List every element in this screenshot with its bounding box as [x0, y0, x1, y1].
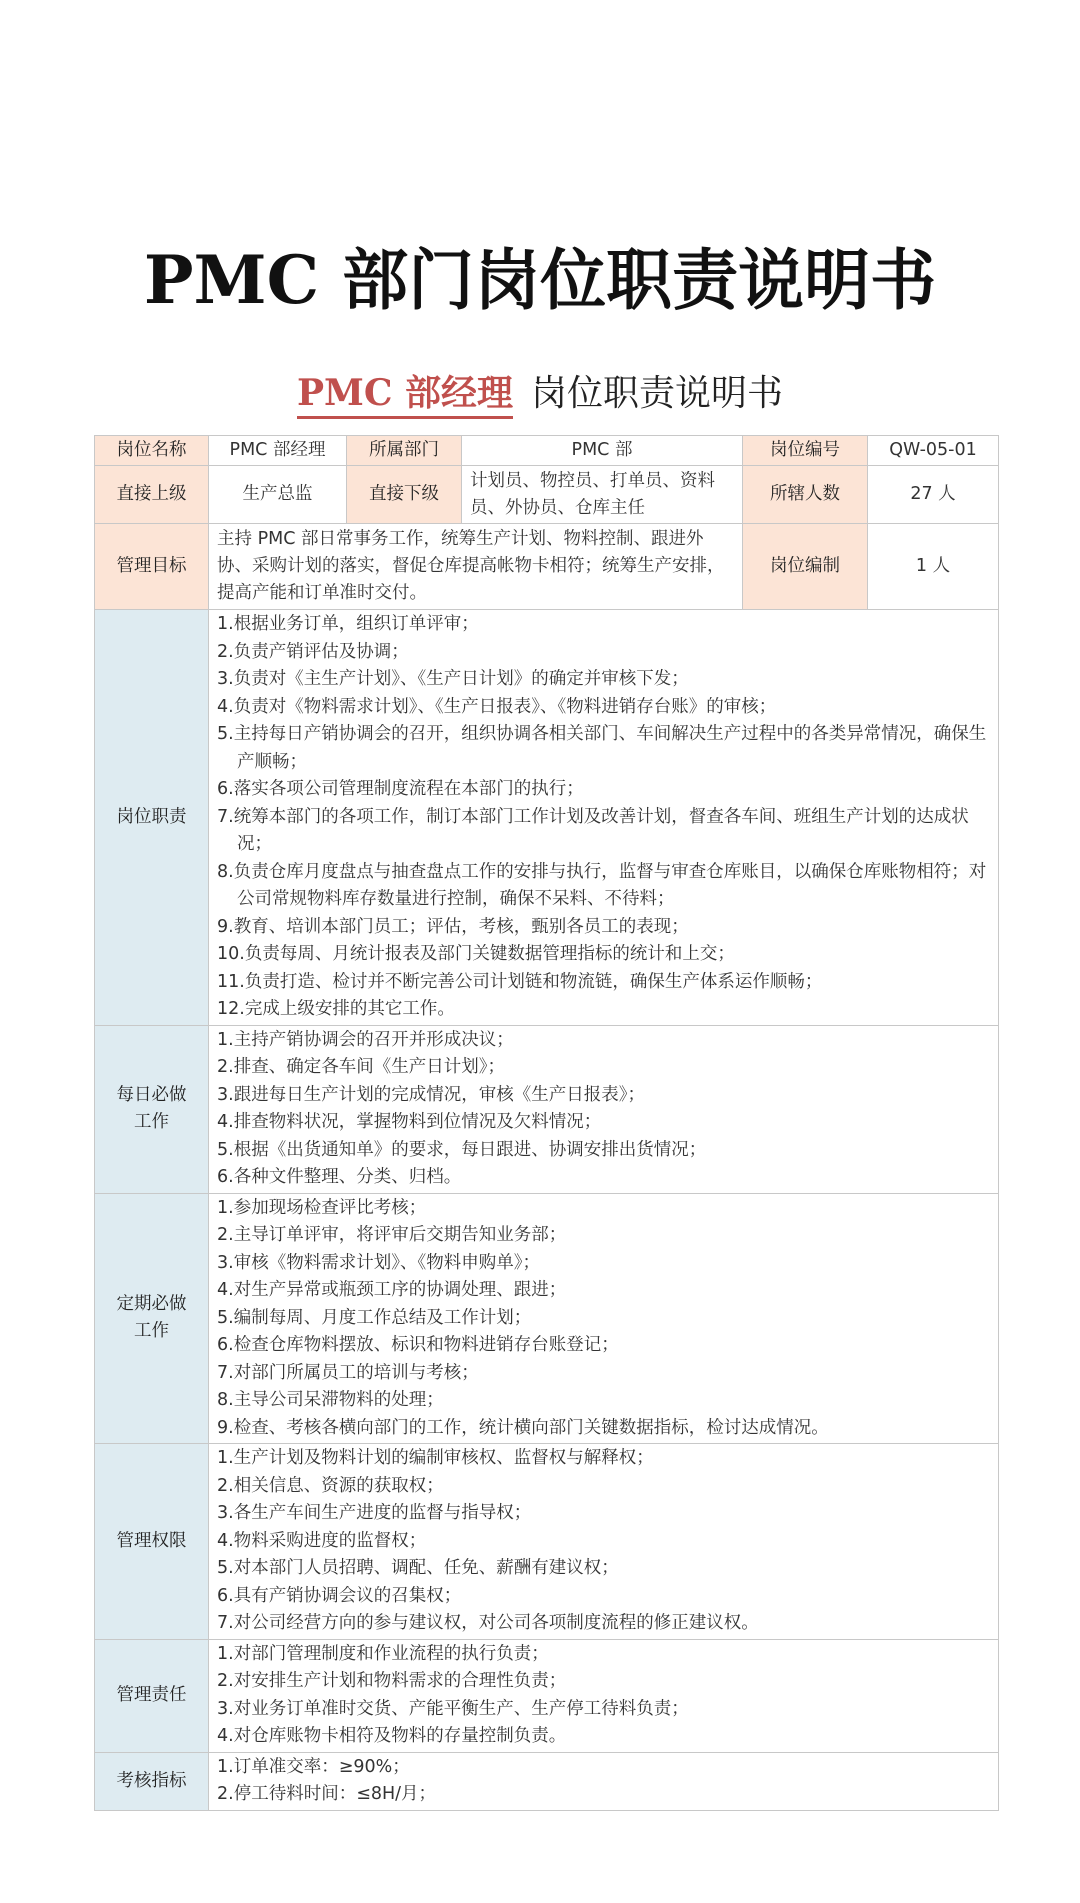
list-item: 3.对业务订单准时交货、产能平衡生产、生产停工待料负责； — [217, 1698, 689, 1719]
list-item: 7.对部门所属员工的培训与考核； — [217, 1362, 479, 1383]
list-item: 5.编制每周、月度工作总结及工作计划； — [217, 1307, 532, 1328]
list-item: 9.检查、考核各横向部门的工作，统计横向部门关键数据指标，检讨达成情况。 — [217, 1417, 829, 1438]
list-item: 2.相关信息、资源的获取权； — [217, 1475, 444, 1496]
list-item: 5.根据《出货通知单》的要求，每日跟进、协调安排出货情况； — [217, 1139, 707, 1160]
section-content — [209, 1025, 999, 1193]
subtitle-rest: 岗位职责说明书 — [531, 373, 784, 414]
subordinate-value: 计划员、物控员、打单员、资料员、外协员、仓库主任 — [462, 466, 743, 524]
goal-value: 主持 PMC 部日常事务工作，统筹生产计划、物料控制、跟进外协、采购计划的落实，督促仓库提高帐物卡相符；统筹生产安排，提高产能和订单准时交付。 — [209, 524, 743, 610]
list-item: 7.对公司经营方向的参与建议权，对公司各项制度流程的修正建议权。 — [217, 1613, 759, 1633]
document-title: PMC 部门岗位职责说明书 — [143, 241, 937, 319]
list-item: 1.生产计划及物料计划的编制审核权、监督权与解释权； — [217, 1448, 654, 1468]
subordinate-label: 直接下级 — [347, 466, 462, 524]
section-label: 管理权限 — [95, 1444, 209, 1640]
list-item: 3.审核《物料需求计划》、《物料申购单》； — [217, 1252, 540, 1273]
list-item: 4.对生产异常或瓶颈工序的协调处理、跟进； — [217, 1280, 567, 1300]
goal-label: 管理目标 — [95, 524, 209, 610]
headcount-value: 27 人 — [868, 466, 999, 524]
list-item: 2.对安排生产计划和物料需求的合理性负责； — [217, 1671, 567, 1691]
list-item: 6.落实各项公司管理制度流程在本部门的执行； — [217, 779, 584, 799]
list-item: 1.根据业务订单，组织订单评审； — [217, 614, 479, 634]
list-item: 10.负责每周、月统计报表及部门关键数据管理指标的统计和上交； — [217, 944, 735, 964]
list-item: 9.教育、培训本部门员工；评估，考核，甄别各员工的表现； — [217, 916, 689, 937]
list-item: 3.各生产车间生产进度的监督与指导权； — [217, 1503, 532, 1523]
list-item: 4.负责对《物料需求计划》、《生产日报表》、《物料进销存台账》的审核； — [217, 696, 777, 717]
section-row-daily-tasks — [95, 1025, 999, 1193]
list-item: 4.对仓库账物卡相符及物料的存量控制负责。 — [217, 1726, 567, 1746]
section-content — [209, 1639, 999, 1752]
position-name-label: 岗位名称 — [95, 436, 209, 466]
list-item: 1.主持产销协调会的召开并形成决议； — [217, 1029, 514, 1050]
section-label: 岗位职责 — [95, 610, 209, 1026]
superior-label: 直接上级 — [95, 466, 209, 524]
table-row — [95, 466, 999, 524]
list-item: 3.负责对《主生产计划》、《生产日计划》的确定并审核下发； — [217, 669, 689, 689]
list-item: 3.跟进每日生产计划的完成情况，审核《生产日报表》； — [217, 1084, 645, 1105]
section-label: 管理责任 — [95, 1639, 209, 1752]
section-label: 每日必做工作 — [95, 1025, 209, 1193]
section-row-kpi — [95, 1752, 999, 1810]
section-content — [209, 1193, 999, 1444]
job-description-table — [94, 435, 999, 1811]
list-item: 6.各种文件整理、分类、归档。 — [217, 1167, 462, 1187]
document-subtitle — [0, 368, 1080, 419]
department-label: 所属部门 — [347, 436, 462, 466]
section-row-responsibility — [95, 1639, 999, 1752]
table-row — [95, 524, 999, 610]
list-item: 4.物料采购进度的监督权； — [217, 1530, 427, 1551]
list-item: 1.对部门管理制度和作业流程的执行负责； — [217, 1643, 549, 1664]
list-item: 2.主导订单评审，将评审后交期告知业务部； — [217, 1225, 567, 1245]
list-item: 8.主导公司呆滞物料的处理； — [217, 1390, 444, 1410]
section-row-periodic-tasks — [95, 1193, 999, 1444]
headcount-label: 所辖人数 — [743, 466, 868, 524]
list-item: 2.停工待料时间：≤8H/月； — [217, 1784, 437, 1804]
section-label: 考核指标 — [95, 1752, 209, 1810]
list-item: 5.对本部门人员招聘、调配、任免、薪酬有建议权； — [217, 1558, 619, 1578]
subtitle-position: PMC 部经理 — [297, 372, 513, 419]
list-item: 4.排查物料状况，掌握物料到位情况及欠料情况； — [217, 1112, 602, 1132]
sections-body — [95, 610, 999, 1811]
list-item: 11.负责打造、检讨并不断完善公司计划链和物流链，确保生产体系运作顺畅； — [217, 971, 823, 992]
position-code-label: 岗位编号 — [743, 436, 868, 466]
list-item: 6.检查仓库物料摆放、标识和物料进销存台账登记； — [217, 1335, 619, 1355]
list-item: 8.负责仓库月度盘点与抽查盘点工作的安排与执行，监督与审查仓库账目，以确保仓库账物相符；对公司常规物料库存数量进行控制，确保不呆料、不待料； — [217, 861, 987, 909]
section-content — [209, 610, 999, 1026]
table-row — [95, 436, 999, 466]
staffing-value: 1 人 — [868, 524, 999, 610]
list-item: 6.具有产销协调会议的召集权； — [217, 1585, 462, 1606]
superior-value: 生产总监 — [209, 466, 347, 524]
position-code-value: QW-05-01 — [868, 436, 999, 466]
list-item: 2.负责产销评估及协调； — [217, 641, 409, 662]
section-content — [209, 1752, 999, 1810]
list-item: 7.统筹本部门的各项工作，制订本部门工作计划及改善计划，督查各车间、班组生产计划的达成状况； — [217, 806, 969, 854]
position-name-value: PMC 部经理 — [209, 436, 347, 466]
section-row-authority — [95, 1444, 999, 1640]
list-item: 2.排查、确定各车间《生产日计划》； — [217, 1057, 505, 1077]
department-value: PMC 部 — [462, 436, 743, 466]
section-content — [209, 1444, 999, 1640]
list-item: 12.完成上级安排的其它工作。 — [217, 999, 455, 1019]
section-label: 定期必做工作 — [95, 1193, 209, 1444]
list-item: 1.参加现场检查评比考核； — [217, 1197, 427, 1218]
section-row-duties — [95, 610, 999, 1026]
list-item: 1.订单准交率：≥90%； — [217, 1756, 410, 1777]
staffing-label: 岗位编制 — [743, 524, 868, 610]
list-item: 5.主持每日产销协调会的召开，组织协调各相关部门、车间解决生产过程中的各类异常情况，确保生产顺畅； — [217, 724, 987, 772]
